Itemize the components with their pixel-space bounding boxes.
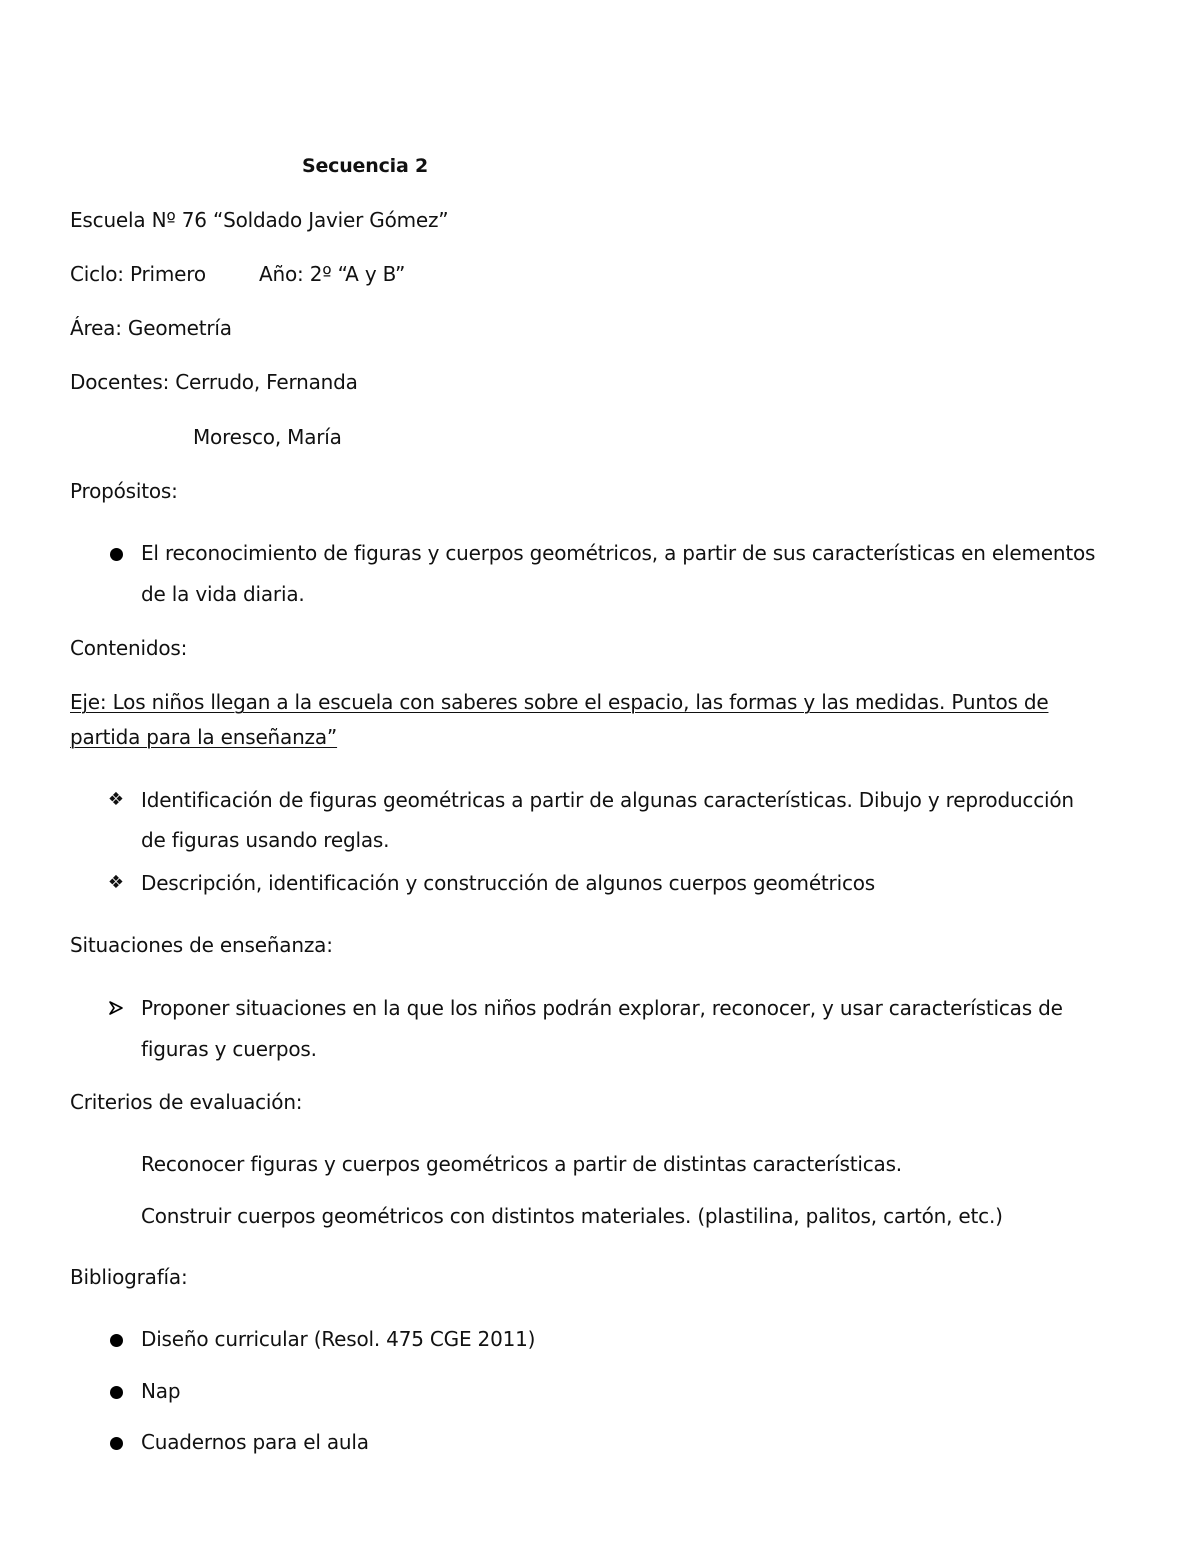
teaching-item-line2: figuras y cuerpos. (141, 1037, 317, 1061)
arrowhead-icon (106, 996, 126, 1020)
year-text: Año: 2º “A y B” (259, 262, 406, 286)
filled-circle-icon (110, 1386, 123, 1399)
bibliography-item-3: Cuadernos para el aula (141, 1430, 369, 1454)
contents-heading: Contenidos: (70, 636, 188, 660)
four-diamond-icon: ❖ (107, 872, 125, 893)
cycle-text: Ciclo: Primero (70, 262, 206, 286)
arrowhead-icon-svg (108, 1000, 124, 1016)
area-text: Área: Geometría (70, 316, 232, 340)
evaluation-item-1: Reconocer figuras y cuerpos geométricos a partir de distintas características. (141, 1152, 902, 1176)
content-item-2-line1: Descripción, identificación y construcción de algunos cuerpos geométricos (141, 871, 875, 895)
page-title: Secuencia 2 (302, 155, 429, 177)
filled-circle-icon (110, 1437, 123, 1450)
four-diamond-icon: ❖ (107, 789, 125, 810)
teaching-heading: Situaciones de enseñanza: (70, 933, 333, 957)
teaching-item-line1: Proponer situaciones en la que los niños podrán explorar, reconocer, y usar características de (141, 996, 1063, 1020)
purpose-item-line2: de la vida diaria. (141, 582, 305, 606)
teacher-second: Moresco, María (193, 425, 342, 449)
teachers-text: Docentes: Cerrudo, Fernanda (70, 370, 358, 394)
purpose-item-line1: El reconocimiento de figuras y cuerpos geométricos, a partir de sus características en elementos (141, 541, 1096, 565)
content-item-1-line2: de figuras usando reglas. (141, 828, 390, 852)
school-name: Escuela Nº 76 “Soldado Javier Gómez” (70, 208, 449, 232)
evaluation-heading: Criterios de evaluación: (70, 1090, 303, 1114)
filled-circle-icon (110, 1334, 123, 1347)
content-item-1-line1: Identificación de figuras geométricas a partir de algunas características. Dibujo y reproducción (141, 788, 1074, 812)
bibliography-item-1: Diseño curricular (Resol. 475 CGE 2011) (141, 1327, 536, 1351)
filled-circle-icon (110, 548, 123, 561)
bibliography-item-2: Nap (141, 1379, 181, 1403)
axis-text-line1: Eje: Los niños llegan a la escuela con saberes sobre el espacio, las formas y las medidas. Puntos de (70, 690, 1049, 714)
axis-text-line2: partida para la enseñanza” (70, 725, 338, 749)
bibliography-heading: Bibliografía: (70, 1265, 188, 1289)
evaluation-item-2: Construir cuerpos geométricos con distintos materiales. (plastilina, palitos, cartón, etc.) (141, 1204, 1003, 1228)
purposes-heading: Propósitos: (70, 479, 178, 503)
